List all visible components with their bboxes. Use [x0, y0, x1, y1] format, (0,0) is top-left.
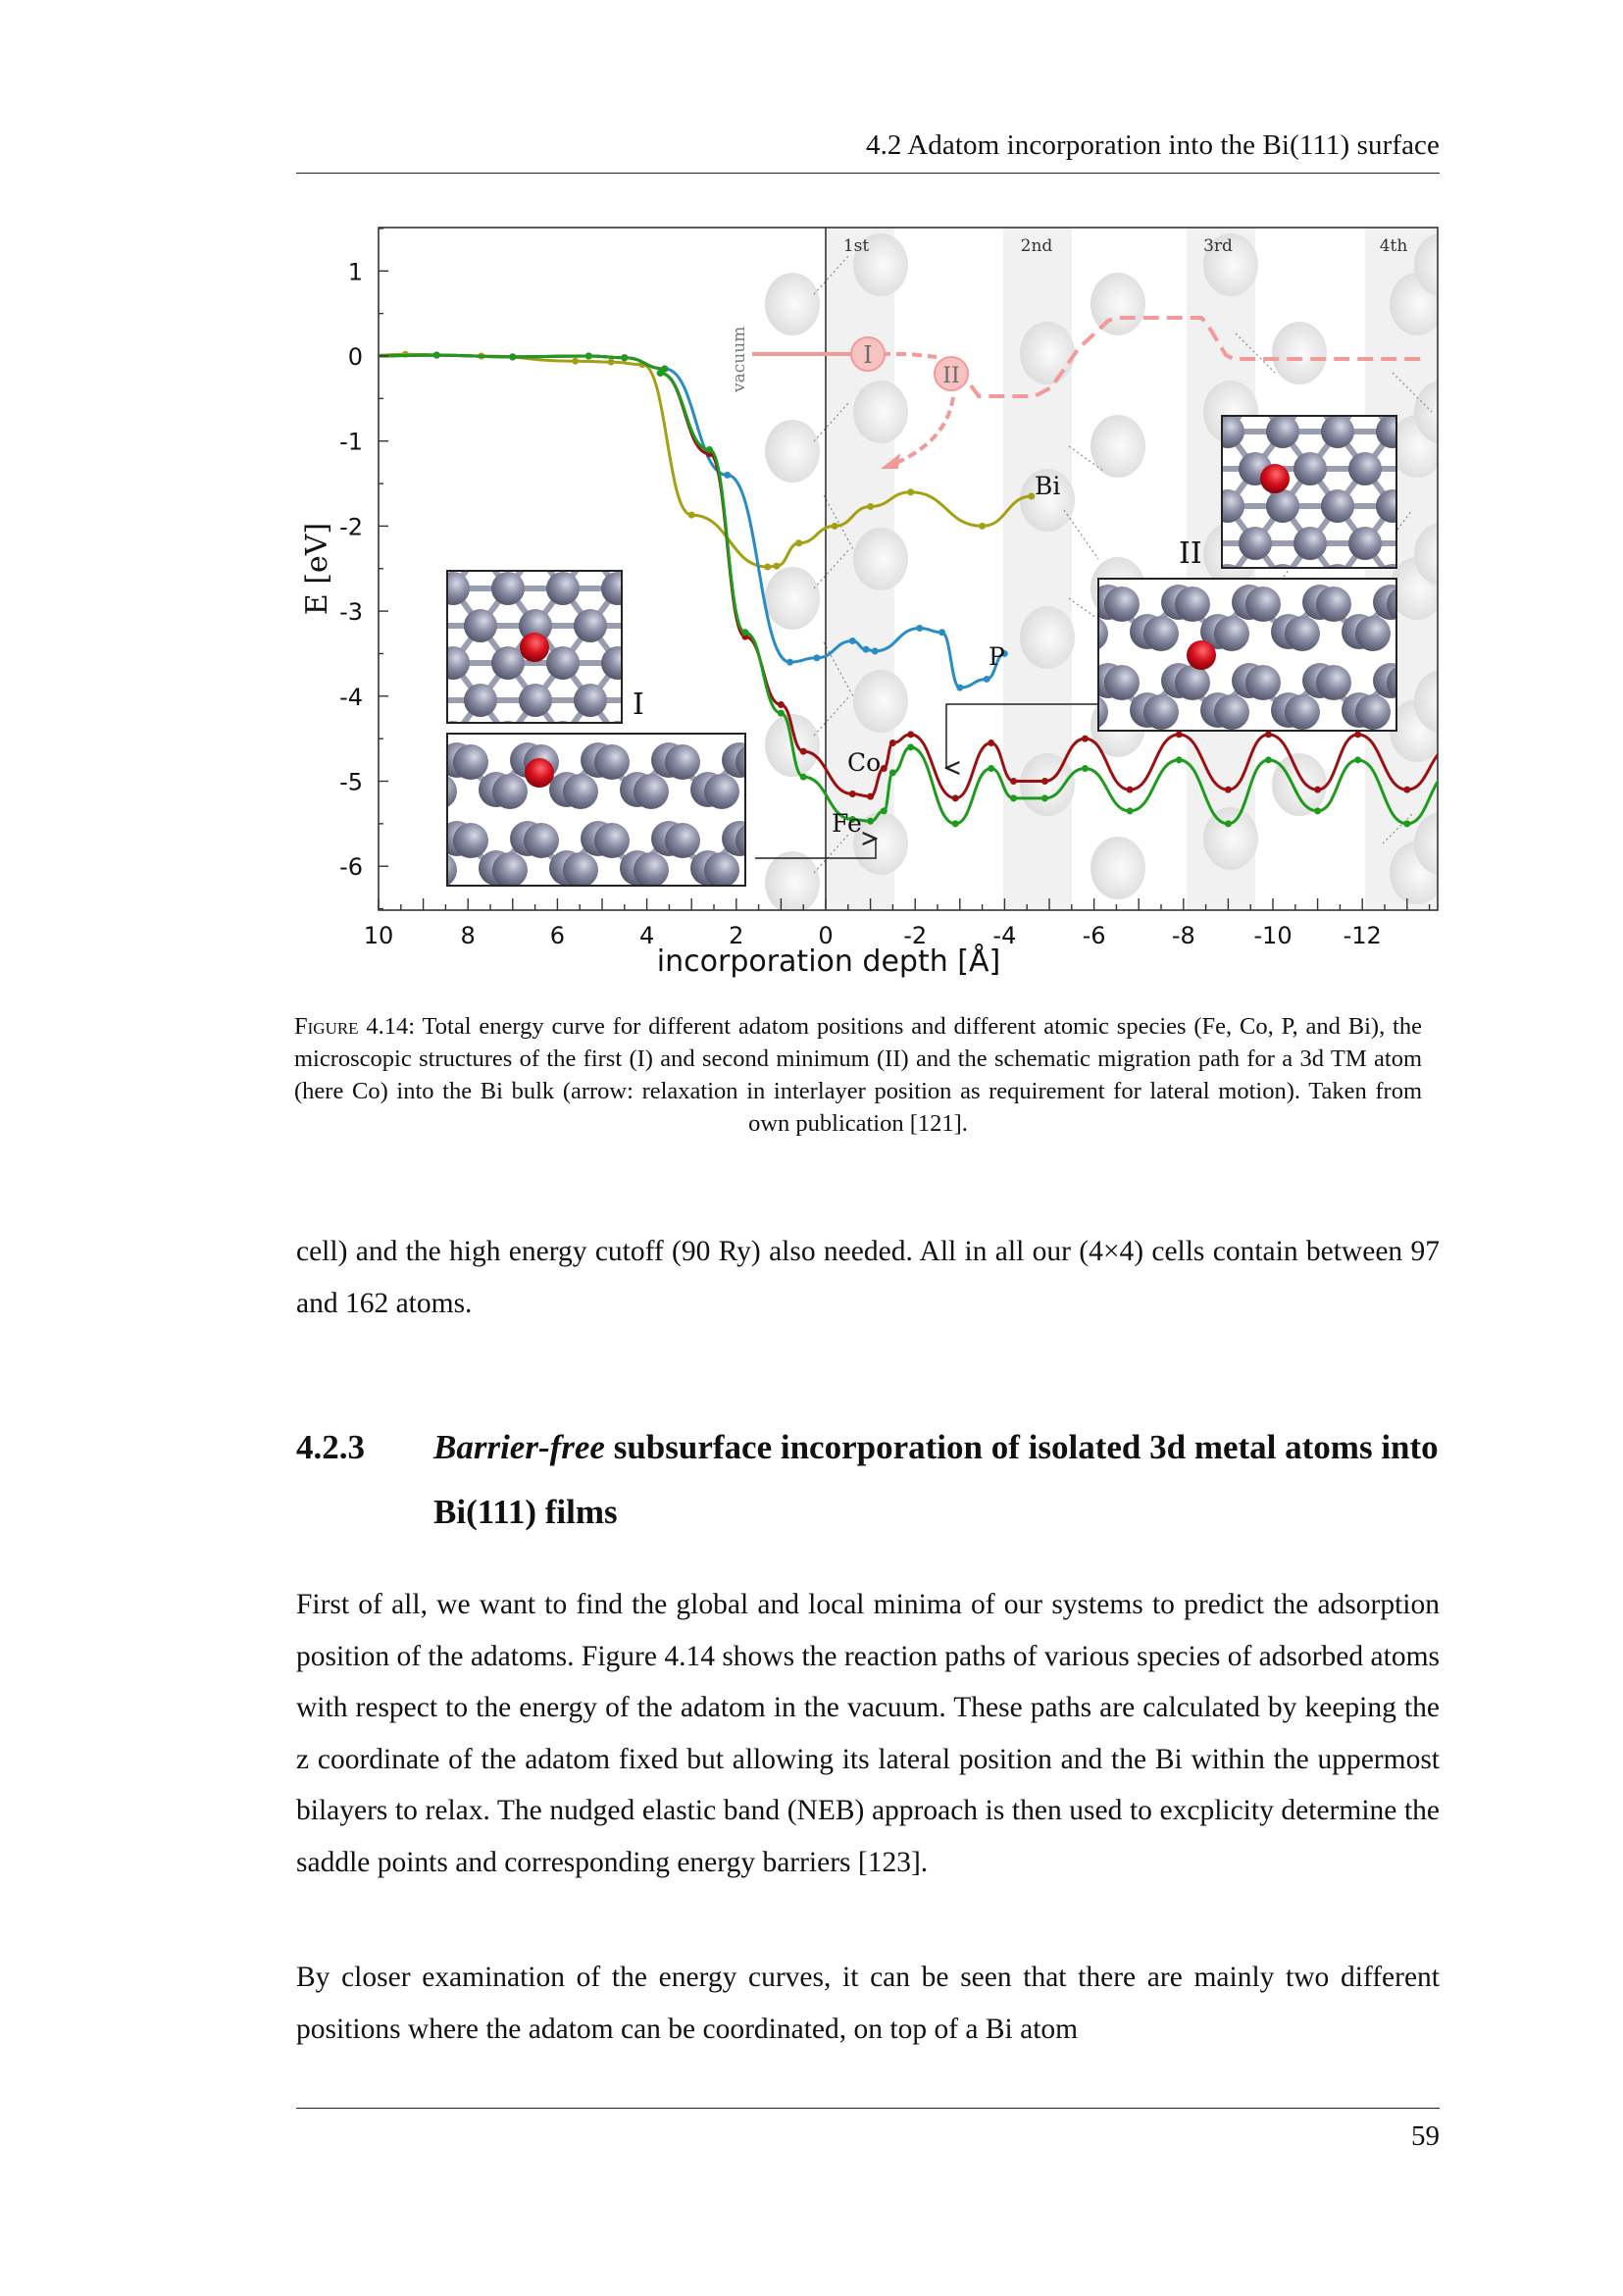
svg-text:-6: -6: [339, 853, 363, 882]
svg-text:I: I: [863, 341, 873, 369]
curve-label-bi: Bi: [1035, 472, 1061, 500]
curve-label-co: Co: [847, 748, 882, 777]
svg-text:-2: -2: [339, 513, 363, 541]
inset-label-i: I: [633, 688, 644, 722]
svg-text:-10: -10: [1253, 922, 1293, 949]
header-rule: [296, 173, 1440, 174]
inset-ii-side-view: [1020, 579, 1451, 731]
svg-text:0: 0: [347, 343, 363, 371]
svg-text:-5: -5: [339, 768, 363, 796]
svg-text:6: 6: [549, 922, 566, 949]
bulk-background: [765, 228, 1451, 914]
layer-label-4th: 4th: [1379, 236, 1408, 256]
y-axis-label: E [eV]: [300, 522, 334, 616]
svg-text:II: II: [942, 364, 960, 388]
svg-text:2: 2: [729, 922, 744, 949]
section-title: Barrier-free subsurface incorporation of isolated 3d metal atoms into Bi(111) films: [433, 1428, 1439, 1531]
energy-chart: [294, 216, 1451, 1000]
layer-label-3rd: 3rd: [1203, 236, 1233, 256]
section-number: 4.2.3: [296, 1428, 365, 1466]
running-header: 4.2 Adatom incorporation into the Bi(111) surface: [865, 129, 1440, 161]
page-number: 59: [1411, 2120, 1440, 2152]
figure-4-14: [294, 216, 1451, 1000]
svg-text:0: 0: [818, 922, 834, 949]
svg-text:4: 4: [638, 922, 655, 949]
svg-text:-8: -8: [1171, 922, 1195, 949]
paragraph-1: First of all, we want to find the global and local minima of our systems to predict the adsorption position of the adatoms. Figure 4.14 shows the reaction paths of various species of adsorbed atoms with respect to the energy of the adatom in the vacuum. These paths are calculated by keeping the z coordinate of the adatom fixed but allowing its lateral position and the Bi within the uppermost bilayers to relax. The nudged elastic band (NEB) approach is then used to excplicity determine the saddle points and corresponding energy barriers [123].: [296, 1589, 1440, 1878]
vacuum-label: vacuum: [730, 326, 749, 392]
figure-number: Figure 4.14:: [294, 1013, 416, 1040]
svg-text:-12: -12: [1343, 922, 1382, 949]
svg-text:-2: -2: [903, 922, 928, 949]
curve-label-p: P: [989, 642, 1005, 671]
figure-caption: [294, 1010, 1422, 1140]
svg-text:1: 1: [347, 258, 363, 286]
layer-label-1st: 1st: [842, 236, 870, 256]
inset-label-ii: II: [1179, 536, 1202, 571]
svg-text:-4: -4: [992, 922, 1017, 949]
curve-label-fe: Fe: [832, 809, 862, 838]
layer-label-2nd: 2nd: [1020, 236, 1053, 256]
svg-text:-1: -1: [339, 428, 363, 456]
svg-text:8: 8: [460, 922, 476, 949]
x-axis-label: incorporation depth [Å]: [656, 944, 1001, 979]
svg-text:-6: -6: [1082, 922, 1106, 949]
footer-rule: [296, 2108, 1440, 2109]
caption-text: Total energy curve for different adatom positions and different atomic species (Fe, Co, P, and Bi), the microscopic structures of the first (I) and second minimum (II) and the schematic migration path for a 3d TM atom (here Co) into the Bi bulk (arrow: relaxation in interlayer position as requirement for lateral motion). Taken from own publication [121].: [294, 1013, 1422, 1137]
svg-text:-3: -3: [339, 598, 363, 627]
paragraph-continued: cell) and the high energy cutoff (90 Ry) also needed. All in all our (4×4) cells contain between 97 and 162 atoms.: [296, 1236, 1440, 1319]
svg-text:-4: -4: [339, 683, 363, 711]
svg-text:10: 10: [363, 922, 394, 949]
paragraph-2: By closer examination of the energy curves, it can be seen that there are mainly two different positions where the adatom can be coordinated, on top of a Bi atom: [296, 1962, 1440, 2045]
